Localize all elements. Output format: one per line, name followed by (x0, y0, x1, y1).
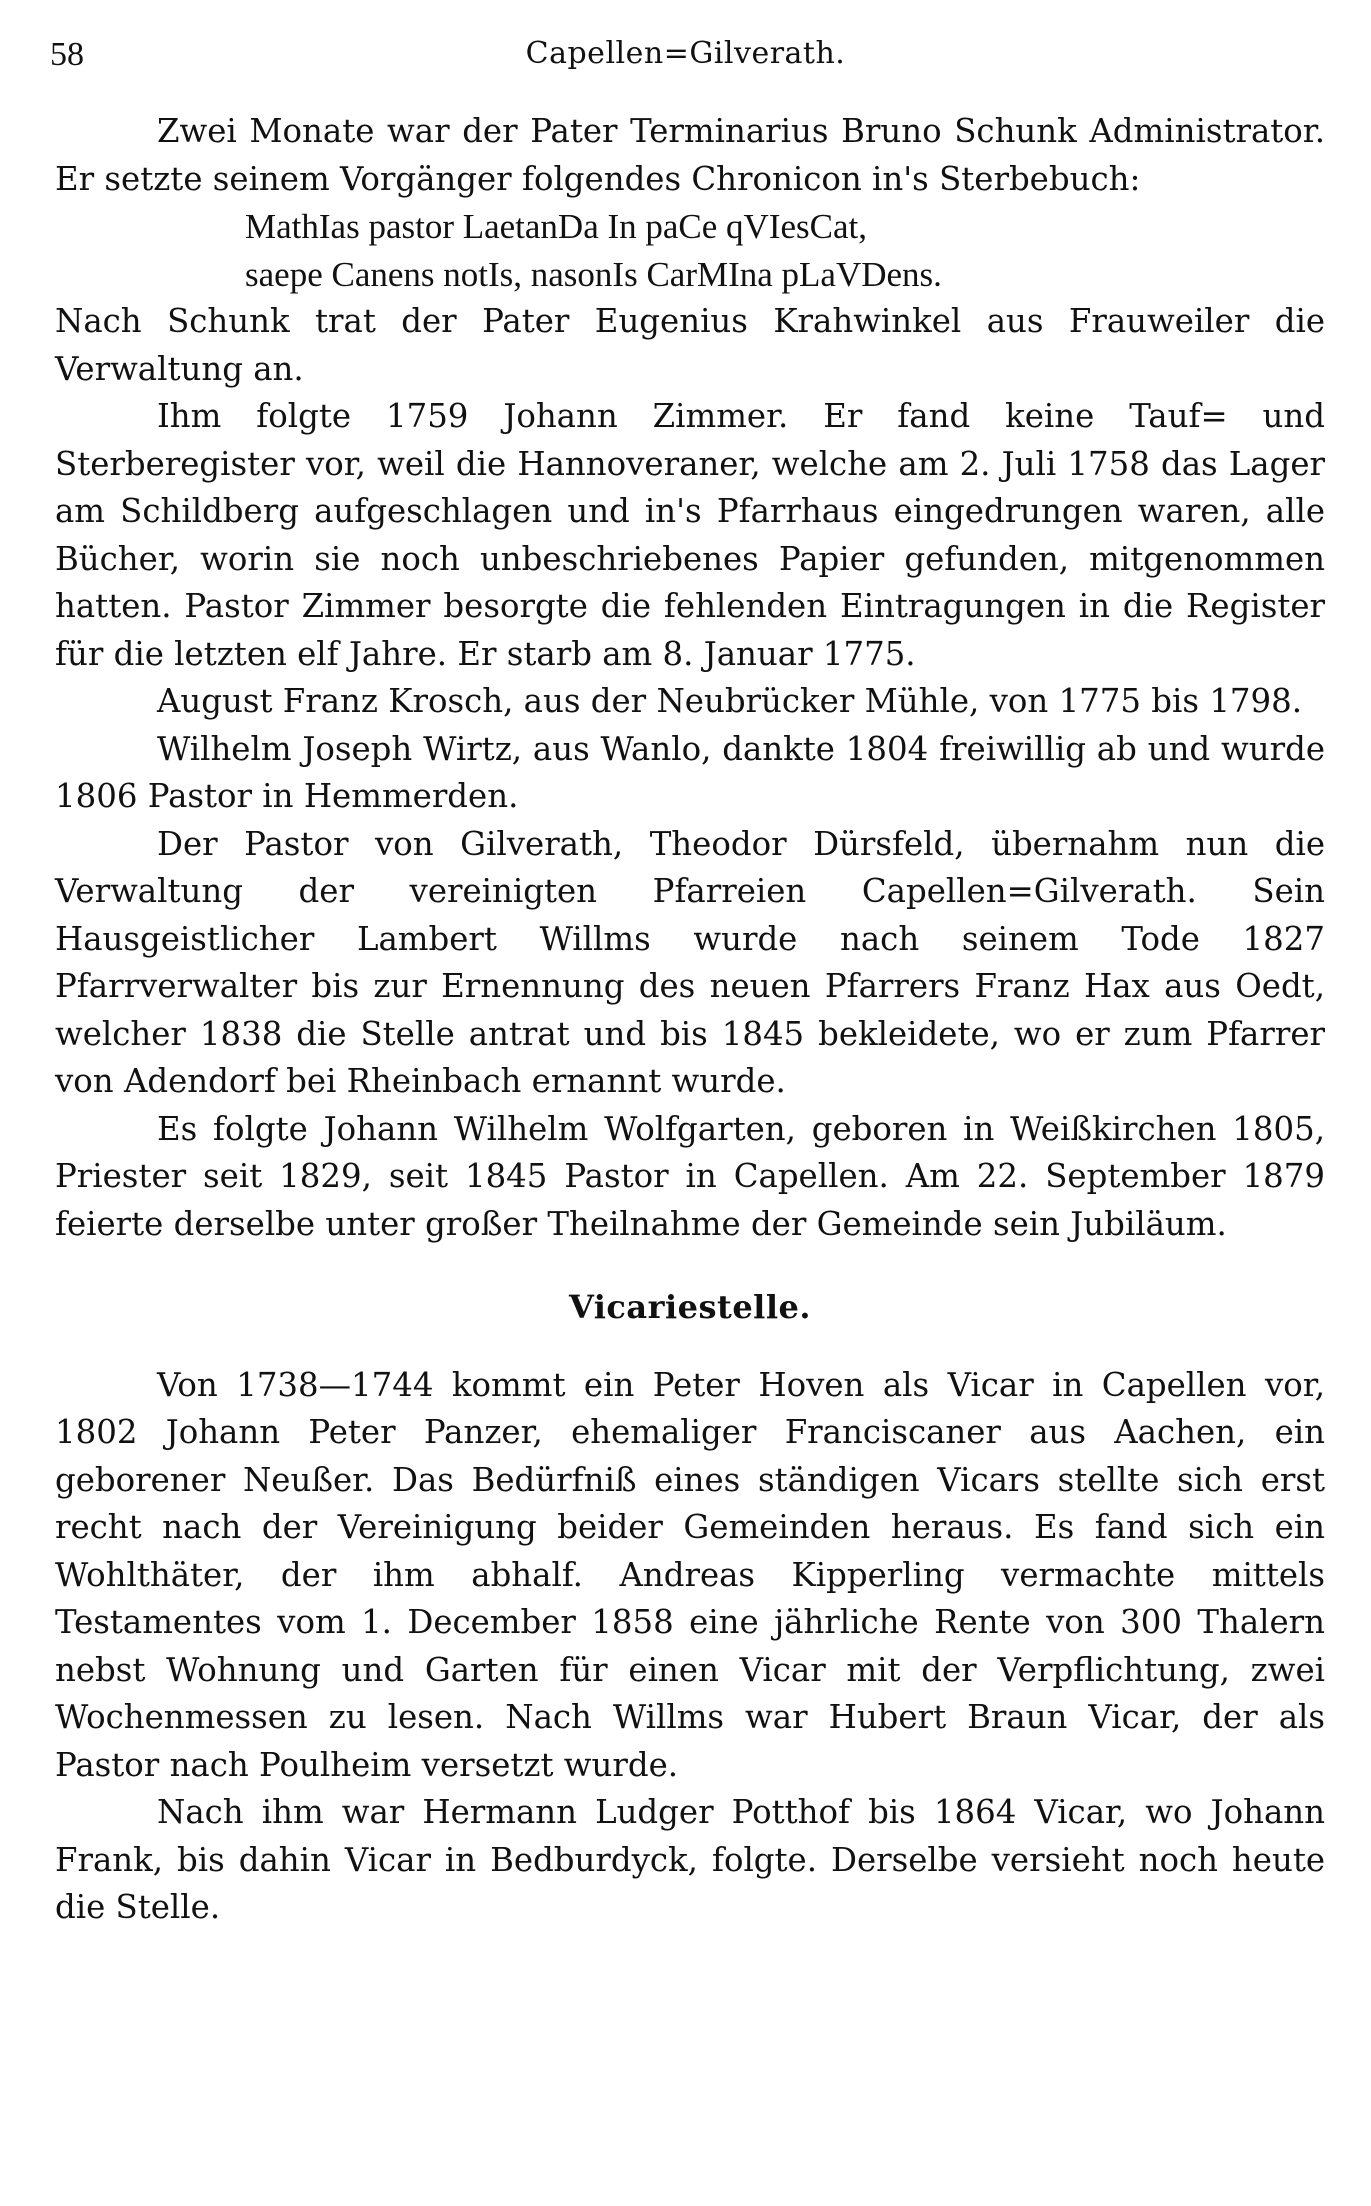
page-number: 58 (50, 36, 84, 73)
paragraph-krosch: August Franz Krosch, aus der Neubrücker Mühle, von 1775 bis 1798. (157, 682, 1303, 720)
paragraph-wolfgarten: Es folgte Johann Wilhelm Wolfgarten, geboren in Weißkirchen 1805, Priester seit 1829, seit 1845 Pastor in Capellen. Am 22. September 1879 feierte derselbe unter großer Theilnahme der Gemeinde sein Jubiläum. (55, 1109, 1325, 1243)
body-text (55, 108, 1325, 1932)
paragraph-vicars-hoven-panzer: Von 1738—1744 kommt ein Peter Hoven als Vicar in Capellen vor, 1802 Johann Peter Panzer, ehemaliger Franciscaner aus Aachen, ein geborener Neußer. Das Bedürfniß eines ständigen Vicars stellte sich erst recht nach der Vereinigung beider Gemeinden heraus. Es fand sich ein Wohlthäter, der ihm abhalf. Andreas Kipperling vermachte mittels Testamentes vom 1. December 1858 eine jährliche Rente von 300 Thalern nebst Wohnung und Garten für einen Vicar mit der Verpflichtung, zwei Wochenmessen zu lesen. Nach Willms war Hubert Braun Vicar, der als Pastor nach Poulheim versetzt wurde. (55, 1365, 1325, 1784)
paragraph-wirtz: Wilhelm Joseph Wirtz, aus Wanlo, dankte 1804 freiwillig ab und wurde 1806 Pastor in Hemmerden. (55, 729, 1325, 815)
paragraph-schunk-administrator: Zwei Monate war der Pater Terminarius Bruno Schunk Administrator. Er setzte seinem Vorgänger folgendes Chronicon in's Sterbebuch: (55, 112, 1325, 198)
section-heading-vicariestelle: Vicariestelle. (569, 1288, 811, 1326)
paragraph-duersfeld: Der Pastor von Gilverath, Theodor Dürsfeld, übernahm nun die Verwaltung der vereinigten Pfarreien Capellen=Gilverath. Sein Hausgeistlicher Lambert Willms wurde nach seinem Tode 1827 Pfarrverwalter bis zur Ernennung des neuen Pfarrers Franz Hax aus Oedt, welcher 1838 die Stelle antrat und bis 1845 bekleidete, wo er zum Pfarrer von Adendorf bei Rheinbach ernannt wurde. (55, 824, 1325, 1100)
chronicon-line-2: saepe Canens notIs, nasonIs CarMIna pLaVDens. (245, 254, 942, 294)
paragraph-krahwinkel: Nach Schunk trat der Pater Eugenius Krahwinkel aus Frauweiler die Verwaltung an. (55, 302, 1325, 388)
paragraph-potthof-frank: Nach ihm war Hermann Ludger Potthof bis 1864 Vicar, wo Johann Frank, bis dahin Vicar in Bedburdyck, folgte. Derselbe versieht noch heute die Stelle. (55, 1793, 1325, 1926)
running-title: Capellen=Gilverath. (525, 36, 846, 71)
paragraph-zimmer: Ihm folgte 1759 Johann Zimmer. Er fand keine Tauf= und Sterberegister vor, weil die Hannoveraner, welche am 2. Juli 1758 das Lager am Schildberg aufgeschlagen und in's Pfarrhaus eingedrungen waren, alle Bücher, worin sie noch unbeschriebenes Papier gefunden, mitgenommen hatten. Pastor Zimmer besorgte die fehlenden Eintragungen in die Register für die letzten elf Jahre. Er starb am 8. Januar 1775. (55, 397, 1325, 673)
chronicon-line-1: MathIas pastor LaetanDa In paCe qVIesCat, (245, 207, 868, 246)
